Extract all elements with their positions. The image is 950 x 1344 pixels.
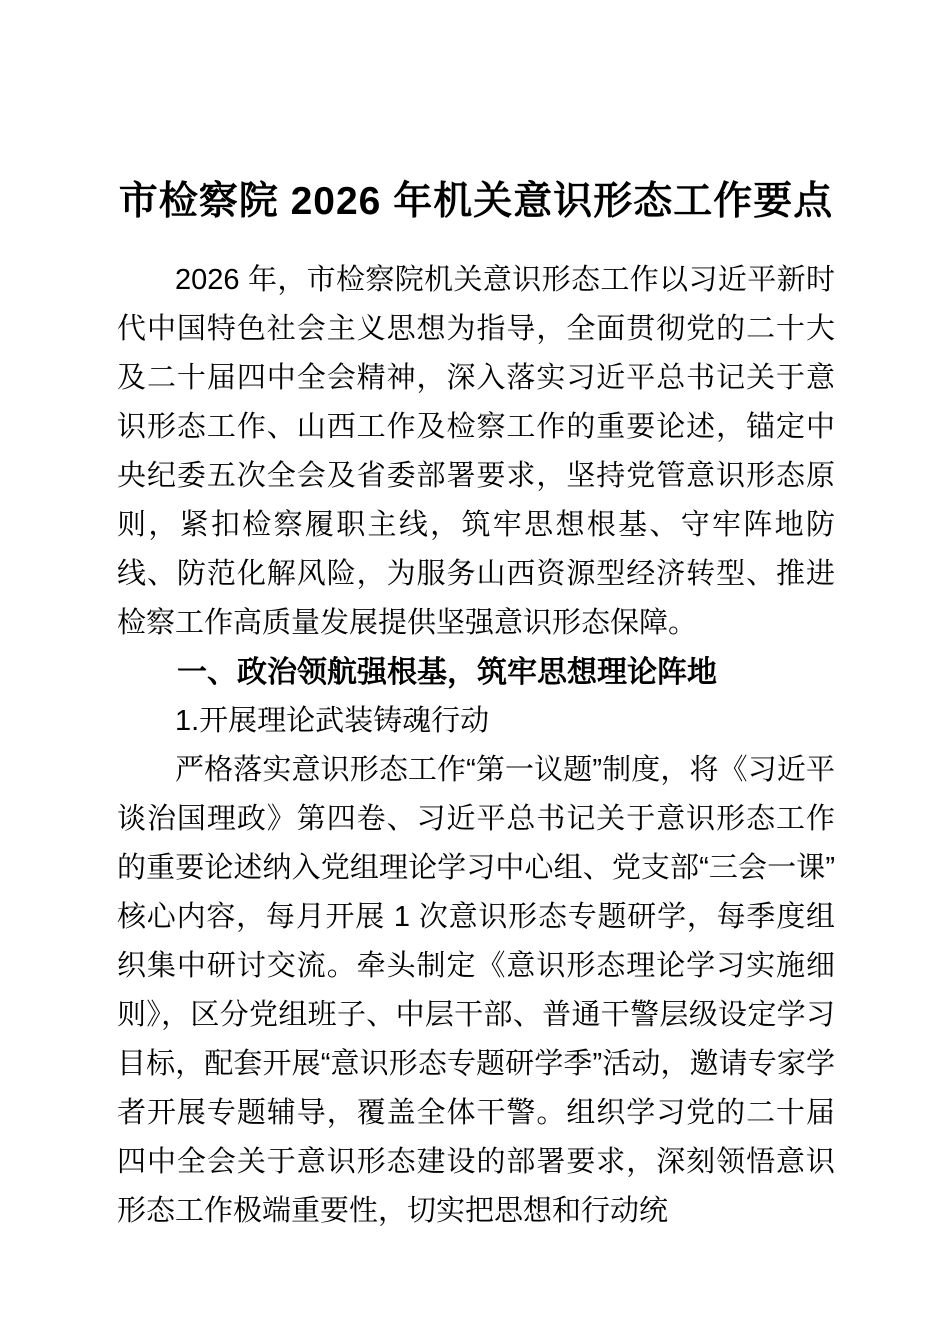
document-title: 市检察院 2026 年机关意识形态工作要点 xyxy=(118,180,834,223)
intro-paragraph: 2026 年，市检察院机关意识形态工作以习近平新时代中国特色社会主义思想为指导，全面贯彻党的二十大及二十届四中全会精神，深入落实习近平总书记关于意识形态工作、山西工作及检察工作的重要论述，锚定中央纪委五次全会及省委部署要求，坚持党管意识形态原则，紧扣检察履职主线，筑牢思想根基、守牢阵地防线、防范化解风险，为服务山西资源型经济转型、推进检察工作高质量发展提供坚强意识形态保障。 xyxy=(117,264,835,639)
section1-heading: 一、政治领航强根基，筑牢思想理论阵地 xyxy=(177,656,717,689)
section1-item1-heading: 1.开展理论武装铸魂行动 xyxy=(175,705,490,737)
section1-item1-paragraph: 严格落实意识形态工作“第一议题”制度，将《习近平谈治国理政》第四卷、习近平总书记关于意识形态工作的重要论述纳入党组理论学习中心组、党支部“三会一课”核心内容，每月开展 1 次意识形态专题研学，每季度组织集中研讨交流。牵头制定《意识形态理论学习实施细则》，区分党组班子、中层干部、普通干警层级设定学习目标，配套开展“意识形态专题研学季”活动，邀请专家学者开展专题辅导，覆盖全体干警。组织学习党的二十届四中全会关于意识形态建设的部署要求，深刻领悟意识形态工作极端重要性，切实把思想和行动统 xyxy=(117,754,835,1227)
document-body xyxy=(117,256,835,1236)
